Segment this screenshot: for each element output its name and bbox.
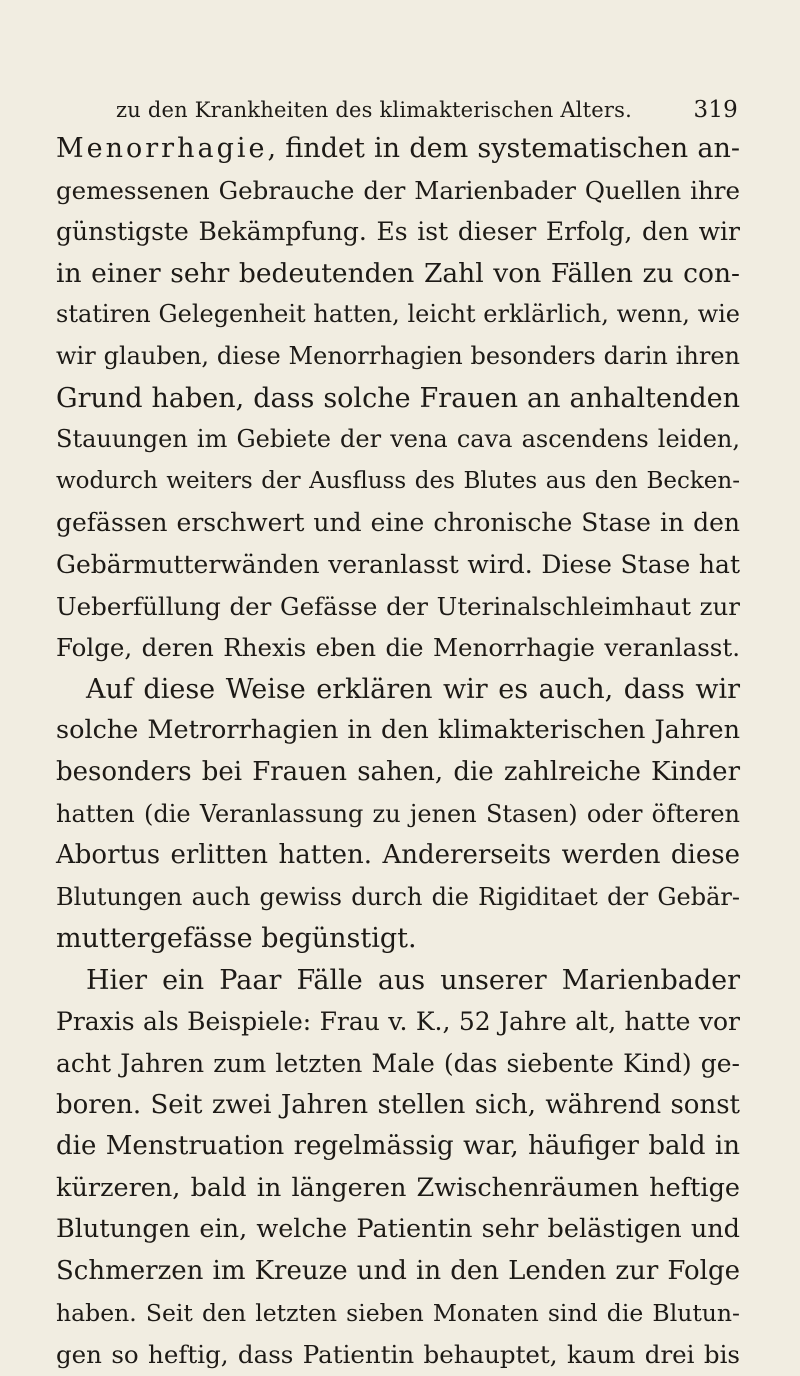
- text-line: in einer sehr bedeutenden Zahl von Fällen zu con-: [56, 257, 740, 289]
- text-line: Blutungen auch gewiss durch die Rigiditaet der Gebär-: [56, 882, 740, 911]
- emphasized-term: Menorrhagie: [56, 133, 268, 164]
- text-line: Folge, deren Rhexis eben die Menorrhagie veranlasst.: [56, 633, 740, 663]
- text-line: Blutungen ein, welche Patientin sehr belästigen und: [56, 1214, 740, 1245]
- text-line: boren. Seit zwei Jahren stellen sich, während sonst: [56, 1089, 740, 1120]
- text-line: Abortus erlitten hatten. Andererseits werden diese: [56, 840, 740, 871]
- text-line: besonders bei Frauen sahen, die zahlreiche Kinder: [56, 756, 740, 787]
- text-line: kürzeren, bald in längeren Zwischenräumen heftige: [56, 1172, 740, 1203]
- text-line: gefässen erschwert und eine chronische Stase in den: [56, 508, 740, 538]
- text-line: haben. Seit den letzten sieben Monaten sind die Blutun-: [56, 1298, 740, 1327]
- text-line: gemessenen Gebrauche der Marienbader Quellen ihre: [56, 175, 740, 205]
- text-line: Menorrhagie, findet in dem systematischen an-: [56, 133, 740, 164]
- text-line: wodurch weiters der Ausfluss des Blutes aus den Becken-: [56, 467, 740, 494]
- page-number: 319: [693, 97, 738, 123]
- text-line: solche Metrorrhagien in den klimakterischen Jahren: [56, 715, 740, 746]
- text-line: Praxis als Beispiele: Frau v. K., 52 Jahre alt, hatte vor: [56, 1007, 740, 1037]
- text-line: Stauungen im Gebiete der vena cava ascendens leiden,: [56, 425, 740, 454]
- running-head: [116, 94, 738, 126]
- text-line: Schmerzen im Kreuze und in den Lenden zur Folge: [56, 1256, 740, 1287]
- text-line: Grund haben, dass solche Frauen an anhaltenden: [56, 382, 740, 414]
- text-line: statiren Gelegenheit hatten, leicht erklärlich, wenn, wie: [56, 300, 740, 329]
- text-line: Ueberfüllung der Gefässe der Uterinalschleimhaut zur: [56, 591, 740, 621]
- text-line: hatten (die Veranlassung zu jenen Stasen) oder öfteren: [56, 799, 740, 828]
- text-line: die Menstruation regelmässig war, häufiger bald in: [56, 1131, 740, 1162]
- text-line: muttergefässe begünstigt.: [56, 923, 417, 955]
- text-line: Gebärmutterwänden veranlasst wird. Diese Stase hat: [56, 549, 740, 579]
- text-line: Hier ein Paar Fälle aus unserer Marienbader: [86, 964, 740, 996]
- text-line: wir glauben, diese Menorrhagien besonders darin ihren: [56, 341, 740, 370]
- text-line: acht Jahren zum letzten Male (das siebente Kind) ge-: [56, 1049, 740, 1079]
- body-text: [56, 128, 740, 1376]
- running-head-title: zu den Krankheiten des klimakterischen Alters.: [116, 98, 632, 122]
- text-line: gen so heftig, dass Patientin behauptet, kaum drei bis: [56, 1340, 740, 1370]
- text-line: Auf diese Weise erklären wir es auch, dass wir: [86, 673, 740, 705]
- text-line: günstigste Bekämpfung. Es ist dieser Erfolg, den wir: [56, 217, 740, 247]
